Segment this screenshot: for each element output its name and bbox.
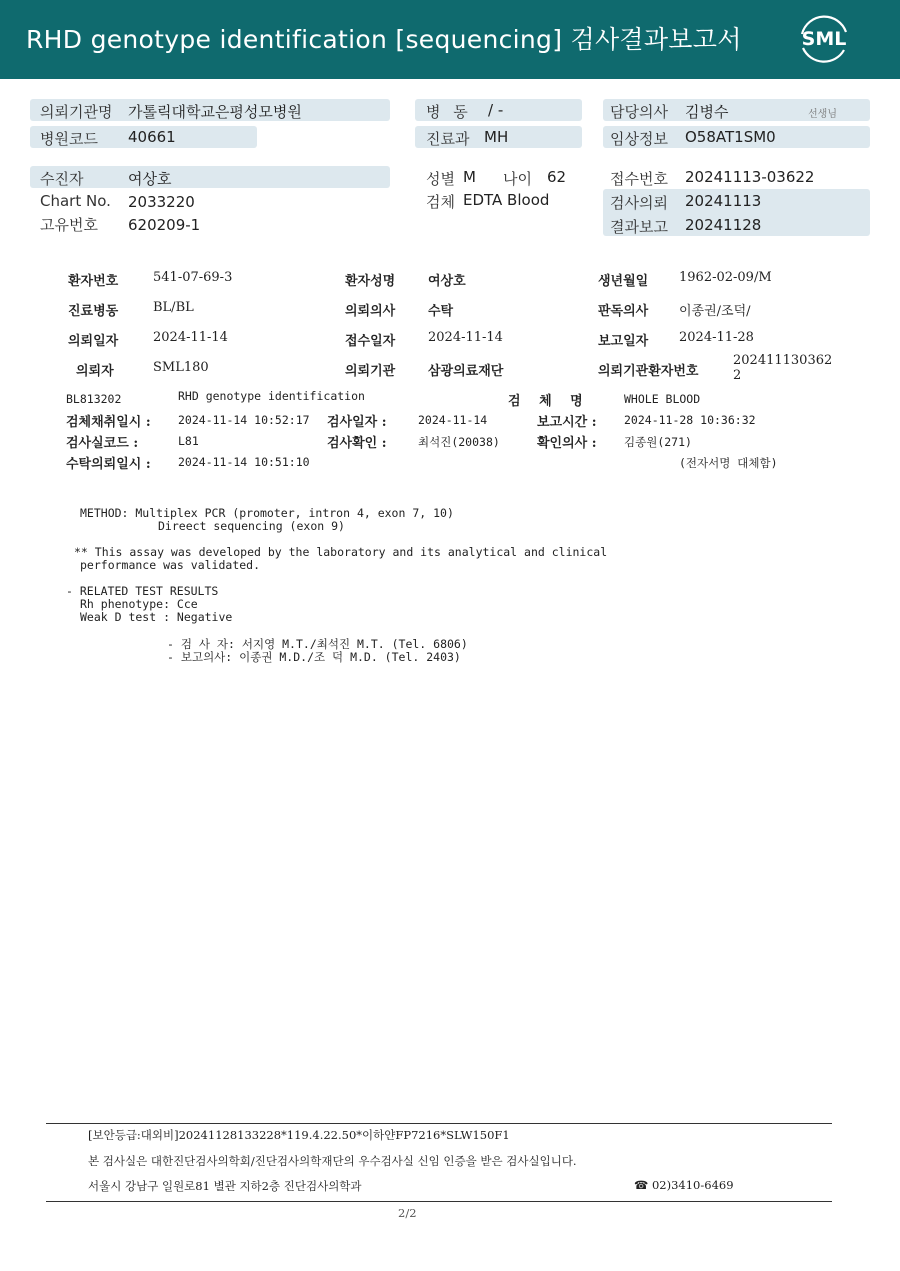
accept-label: 수탁의뢰일시 : bbox=[66, 457, 151, 472]
rpt-date-value: 2024-11-28 bbox=[679, 330, 754, 345]
test-code: BL813202 bbox=[66, 392, 122, 406]
report-title: RHD genotype identification [sequencing] 검사결과보고서 bbox=[26, 25, 742, 54]
department-label: 진료과 bbox=[426, 130, 470, 148]
inst-patient-value-2: 2 bbox=[733, 368, 742, 383]
logo-text: SML bbox=[801, 28, 847, 50]
req-date-label: 의뢰일자 bbox=[68, 334, 119, 349]
specimen-value: EDTA Blood bbox=[463, 191, 550, 209]
specimen-label: 검체 bbox=[426, 193, 455, 211]
req-date-value: 2024-11-14 bbox=[153, 330, 228, 345]
result-report-label: 결과보고 bbox=[610, 218, 668, 236]
certification-line: 본 검사실은 대한진단검사의학회/진단검사의학재단의 우수검사실 신임 인증을 받은 검사실입니다. bbox=[88, 1154, 577, 1168]
care-ward-label: 진료병동 bbox=[68, 304, 119, 319]
lab-code-label: 검사실코드 : bbox=[66, 436, 139, 451]
footer-top-rule bbox=[46, 1123, 832, 1124]
rpt-date-label: 보고일자 bbox=[598, 334, 649, 349]
chart-value: 2033220 bbox=[128, 193, 195, 211]
care-ward-value: BL/BL bbox=[153, 300, 194, 315]
patient-fullname-value: 여상호 bbox=[428, 274, 466, 289]
related-weakd: Weak D test : Negative bbox=[80, 610, 233, 624]
collect-value: 2024-11-14 10:52:17 bbox=[178, 413, 310, 427]
patient-name-label: 수진자 bbox=[40, 170, 84, 188]
sex-label: 성별 bbox=[426, 170, 455, 188]
confirm-label: 검사확인 : bbox=[327, 436, 387, 451]
inst-patient-value-1: 202411130362 bbox=[733, 353, 833, 368]
address-line: 서울시 강남구 일원로81 별관 지하2층 진단검사의학과 bbox=[88, 1179, 362, 1193]
receipt-label: 접수번호 bbox=[610, 170, 668, 188]
page-number: 2/2 bbox=[398, 1206, 417, 1220]
test-name: RHD genotype identification bbox=[178, 389, 365, 403]
test-date-value: 2024-11-14 bbox=[418, 413, 488, 427]
test-request-value: 20241113 bbox=[685, 192, 762, 210]
patient-no-label: 환자번호 bbox=[68, 274, 119, 289]
req-doctor-label: 의뢰의사 bbox=[345, 304, 396, 319]
related-rh: Rh phenotype: Cce bbox=[80, 597, 198, 611]
institution-value: 가톨릭대학교은평성모병원 bbox=[128, 103, 302, 121]
report-time-label: 보고시간 : bbox=[537, 415, 597, 430]
collect-label: 검체채취일시 : bbox=[66, 415, 151, 430]
ward-label: 병 동 bbox=[426, 103, 472, 121]
specimen-name-label: 검 체 명 bbox=[508, 394, 583, 409]
confirm-value: 최석진(20038) bbox=[418, 435, 500, 449]
lab-code-value: L81 bbox=[178, 434, 199, 448]
phone-line: ☎ 02)3410-6469 bbox=[634, 1178, 734, 1192]
birth-value: 1962-02-09/M bbox=[679, 270, 772, 285]
recv-date-label: 접수일자 bbox=[345, 334, 396, 349]
id-label: 고유번호 bbox=[40, 216, 98, 234]
patient-fullname-label: 환자성명 bbox=[345, 274, 396, 289]
sex-value: M bbox=[463, 168, 476, 186]
patient-name-shade bbox=[30, 166, 390, 188]
method-line-1: METHOD: Multiplex PCR (promoter, intron 4, exon 7, 10) bbox=[80, 506, 454, 520]
report-header bbox=[0, 0, 900, 79]
chart-label: Chart No. bbox=[40, 192, 111, 210]
esign-note: (전자서명 대체함) bbox=[679, 456, 778, 470]
method-line-2: Direect sequencing (exon 9) bbox=[158, 519, 345, 533]
age-label: 나이 bbox=[503, 170, 532, 188]
specimen-name-value: WHOLE BLOOD bbox=[624, 392, 701, 406]
doctor-suffix: 선생님 bbox=[808, 109, 837, 120]
age-value: 62 bbox=[547, 168, 567, 186]
inst-patient-label: 의뢰기관환자번호 bbox=[598, 364, 699, 379]
doctor-label: 담당의사 bbox=[610, 103, 668, 121]
hospital-code-label: 병원코드 bbox=[40, 130, 98, 148]
confirm-doc-value: 김종원(271) bbox=[624, 435, 692, 449]
receipt-value: 20241113-03622 bbox=[685, 168, 815, 186]
clinical-label: 임상정보 bbox=[610, 130, 668, 148]
hospital-code-value: 40661 bbox=[128, 128, 176, 146]
reader-value: 이종권/조덕/ bbox=[679, 304, 751, 319]
assay-line-1: ** This assay was developed by the laboratory and its analytical and clinical bbox=[74, 545, 608, 559]
confirm-doc-label: 확인의사 : bbox=[537, 436, 597, 451]
req-doctor-value: 수탁 bbox=[428, 304, 454, 319]
ward-value: / - bbox=[488, 101, 504, 119]
patient-no-value: 541-07-69-3 bbox=[153, 270, 233, 285]
req-inst-value: 삼광의료재단 bbox=[428, 364, 504, 379]
reporter-line: - 보고의사: 이종권 M.D./조 덕 M.D. (Tel. 2403) bbox=[167, 650, 461, 664]
department-value: MH bbox=[484, 128, 509, 146]
result-report-value: 20241128 bbox=[685, 216, 762, 234]
req-inst-label: 의뢰기관 bbox=[345, 364, 396, 379]
sml-logo bbox=[796, 12, 852, 68]
test-request-label: 검사의뢰 bbox=[610, 194, 668, 212]
institution-label: 의뢰기관명 bbox=[40, 103, 113, 121]
accept-value: 2024-11-14 10:51:10 bbox=[178, 455, 310, 469]
related-title: - RELATED TEST RESULTS bbox=[66, 584, 219, 598]
doctor-value: 김병수 bbox=[685, 103, 729, 121]
requester-label: 의뢰자 bbox=[76, 364, 114, 379]
birth-label: 생년월일 bbox=[598, 274, 649, 289]
tester-line: - 검 사 자: 서지영 M.T./최석진 M.T. (Tel. 6806) bbox=[167, 637, 468, 651]
security-line: [보안등급:대외비]20241128133228*119.4.22.50*이하얀FP7216*SLW150F1 bbox=[88, 1128, 510, 1142]
clinical-value: O58AT1SM0 bbox=[685, 128, 776, 146]
footer-bottom-rule bbox=[46, 1201, 832, 1202]
test-date-label: 검사일자 : bbox=[327, 415, 387, 430]
requester-value: SML180 bbox=[153, 360, 209, 375]
assay-line-2: performance was validated. bbox=[80, 558, 261, 572]
recv-date-value: 2024-11-14 bbox=[428, 330, 503, 345]
reader-label: 판독의사 bbox=[598, 304, 649, 319]
patient-name-value: 여상호 bbox=[128, 170, 172, 188]
report-time-value: 2024-11-28 10:36:32 bbox=[624, 413, 756, 427]
id-value: 620209-1 bbox=[128, 216, 201, 234]
